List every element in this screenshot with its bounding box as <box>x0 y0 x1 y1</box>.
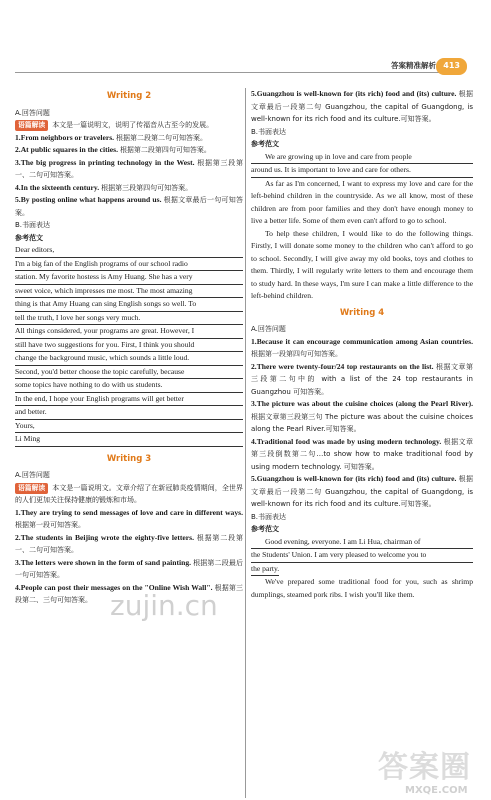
section-label: B.书面表达 <box>251 127 287 136</box>
essay-line: the Students' Union. I am very pleased to welcome you to <box>251 549 473 563</box>
answer-5: 5.By posting online what happens around us. 根据文章最后一句可知答案。 <box>15 195 243 217</box>
answer-2: 2.At public squares in the cities. 根据第二段第四句可知答案。 <box>15 145 211 154</box>
writing-2-title: Writing 2 <box>106 91 152 101</box>
answer-5: 5.Guangzhou is well-known for (its rich) food and (its) culture. 根据文章最后一段第二句 Guangzhou, the capital of Guangdong, is well-known for its rich food and its culture.可知答案。 <box>251 89 473 123</box>
section-label: B.书面表达 <box>15 221 51 229</box>
writing-4-title: Writing 4 <box>339 307 385 318</box>
answer-4: 4.Traditional food was made by using modern technology. 根据文章第三段倒数第二句…to show how to make traditional food by using modern technology. 可知答案。 <box>251 436 474 471</box>
essay-paragraph: To help these children, I would like to do the following things. Firstly, I will donate some money to the children who can't afford to go to school. Secondly, I will give away my old books, toys and clothes to them. Thirdly, I will regularly write letters to them and encourage them to study hard. In these ways, I'm sure I can make a little difference to the left-behind children. <box>251 228 473 300</box>
answer-3: 3.The picture was about the cuisine choices (along the Pearl River). 根据文章第三段第三句 The picture was about the cuisine choices along the Pearl River.可知答案。 <box>251 399 473 433</box>
answer-2: 2.There were twenty-four/24 top restaurants on the list. 根据文章第三段第二句中的 with a list of the 24 top restaurants in Guangzhou 可知答案。 <box>251 361 473 396</box>
model-essay-label: 参考范文 <box>15 233 43 242</box>
passage-tag: 语篇解读 <box>15 483 48 494</box>
essay-line: around us. It is important to love and care for others. <box>251 164 473 178</box>
page-number-badge: 413 <box>436 58 467 75</box>
page-header <box>0 58 491 74</box>
essay-paragraph: We've prepared some traditional food for you, such as shrimp dumplings, steamed pork ribs. I wish you'll like them. <box>251 577 473 599</box>
center-watermark: zujin.cn <box>110 589 218 622</box>
answer-4: 4.People can post their messages on the "Online Wish Wall". 根据第三段第二、三句可知答案。 <box>15 582 243 604</box>
model-essay: Dear editors, I'm a big fan of the English programs of our school radio station. My favorite hostess is Amy Huang. She has a very sweet voice, which impresses me most. The most amazing thing is that Amy Huang can sing English songs so well. To tell the truth, I love her songs very much. All things considered, your programs are great. However, I still have two suggestions for you. First, I think you should change the background music, which sounds a little loud. Second, you'd better choose the topic carefully, because some topics have nothing to do with us students. In the end, I hope your English programs will get better and better. Yours, Li Ming <box>15 244 243 447</box>
answer-4: 4.In the sixteenth century. 根据第三段第四句可知答案。 <box>15 182 193 192</box>
section-label: A.回答问题 <box>251 325 286 333</box>
header-title: 答案精准解析 <box>391 61 436 70</box>
model-essay-label: 参考范文 <box>251 525 279 533</box>
passage-intro: 语篇解读 本文是一篇说明文，说明了传福音从古至今的发展。 <box>15 119 243 132</box>
model-essay-label: 参考范文 <box>251 140 279 148</box>
header-rule <box>15 72 441 73</box>
answer-1: 1.From neighbors or travelers. 根据第二段第二句可知答案。 <box>15 132 207 142</box>
passage-tag: 语篇解读 <box>15 120 48 131</box>
writing-3-title: Writing 3 <box>106 453 152 464</box>
answer-5: 5.Guangzhou is well-known for (its rich) food and (its) culture. 根据文章最后一段第二句 Guangzhou, the capital of Guangdong, is well-known for its rich food and its culture.可知答案。 <box>251 474 473 508</box>
left-column <box>15 88 243 607</box>
essay-line: We are growing up in love and care from people <box>251 151 473 165</box>
essay-line: Good evening, everyone. I am Li Hua, chairman of <box>251 536 473 550</box>
watermark-logo: 答案圈 <box>378 750 471 785</box>
essay-paragraph: As far as I'm concerned, I want to express my love and care for the left-behind children in the countryside. As we all know, most of these children are from poor families and they don't have enough money to live a better life. Some of them even can't afford to go to school. <box>251 178 473 225</box>
column-divider <box>245 88 246 798</box>
right-column <box>251 88 473 601</box>
answer-1: 1.Because it can encourage communication among Asian countries. 根据第一段第四句可知答案。 <box>251 336 473 358</box>
answer-2: 2.The students in Beijing wrote the eighty-five letters. 根据第二段第一、二句可知答案。 <box>15 532 243 554</box>
essay-line: the party. <box>251 563 279 577</box>
answer-3: 3.The letters were shown in the form of sand painting. 根据第二段最后一句可知答案。 <box>15 557 243 579</box>
section-label: A.回答问题 <box>15 108 50 117</box>
answer-1: 1.They are trying to send messages of love and care in different ways. 根据第一段可知答案。 <box>15 507 243 529</box>
watermark-url: MXQE.COM <box>405 785 468 796</box>
section-label: B.书面表达 <box>251 512 287 521</box>
passage-intro: 语篇解读 本文是一篇说明文。文章介绍了在新冠肺炎疫情期间，全世界的人们更加关注保持健康的锻炼和市场。 <box>15 483 243 504</box>
section-label: A.回答问题 <box>15 471 50 479</box>
answer-3: 3.The big progress in printing technology in the West. 根据第三段第一、二句可知答案。 <box>15 157 243 179</box>
